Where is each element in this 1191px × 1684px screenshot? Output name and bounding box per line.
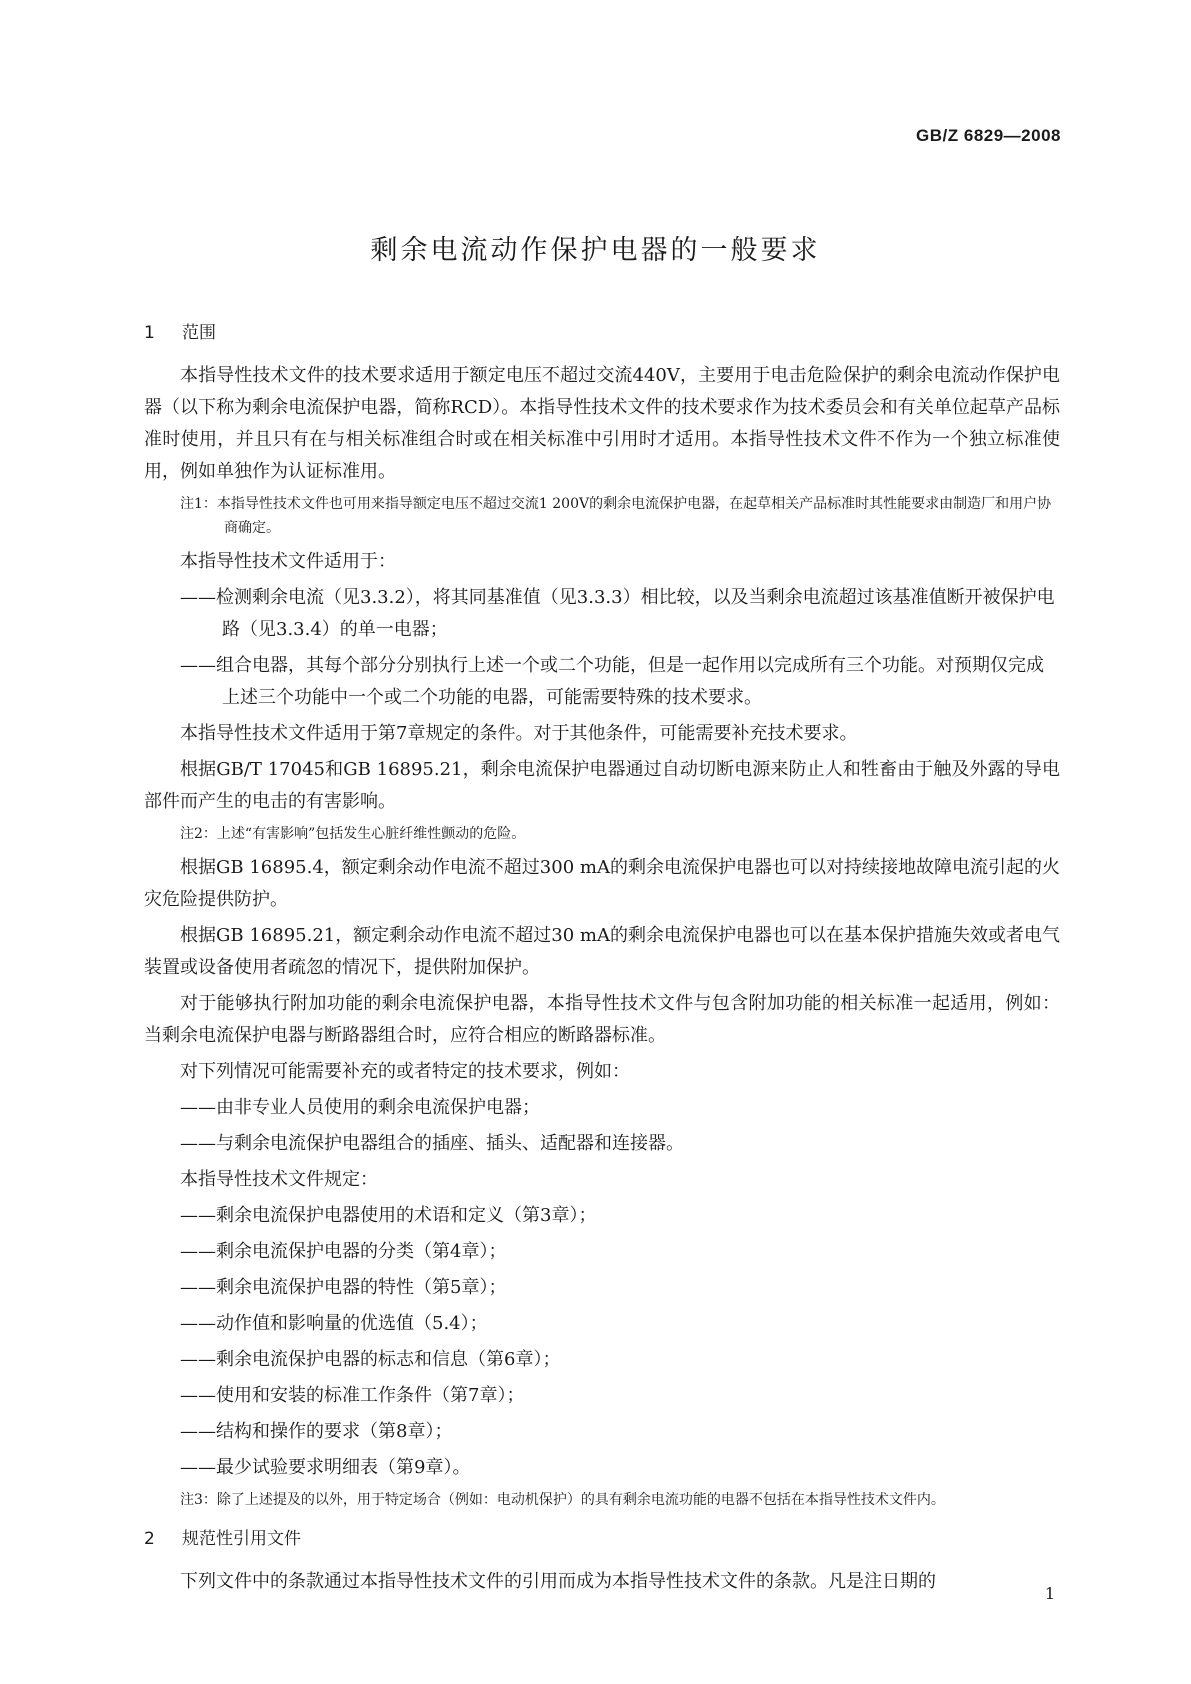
list-item: ——与剩余电流保护电器组合的插座、插头、适配器和连接器。 — [180, 1133, 684, 1154]
standard-code: GB/Z 6829—2008 — [916, 126, 1061, 145]
section-number: 1 — [144, 323, 155, 343]
dash-list — [144, 1200, 1060, 1484]
list-item: ——使用和安装的标准工作条件（第7章）； — [180, 1385, 525, 1406]
list-item: ——动作值和影响量的优选值（5.4）； — [180, 1313, 488, 1334]
note: 注1：本指导性技术文件也可用来指导额定电压不超过交流1 200V的剩余电流保护电器，在起草相关产品标准时其性能要求由制造厂和用户协商确定。 — [180, 496, 1052, 536]
list-item: ——由非专业人员使用的剩余电流保护电器； — [180, 1097, 540, 1118]
paragraph: 对下列情况可能需要补充的或者特定的技术要求，例如： — [180, 1061, 630, 1082]
list-item: ——最少试验要求明细表（第9章）。 — [180, 1457, 471, 1478]
dash-list — [144, 582, 1060, 714]
section-1-heading — [144, 318, 1060, 343]
document-title: 剩余电流动作保护电器的一般要求 — [370, 235, 821, 266]
dash-list — [144, 1092, 1060, 1160]
paragraph: 本指导性技术文件适用于第7章规定的条件。对于其他条件，可能需要补充技术要求。 — [180, 723, 858, 744]
paragraph: 根据GB 16895.4，额定剩余动作电流不超过300 mA的剩余电流保护电器也可以对持续接地故障电流引起的火灾危险提供防护。 — [144, 857, 1060, 910]
list-item: ——剩余电流保护电器使用的术语和定义（第3章）； — [180, 1205, 597, 1226]
section-number: 2 — [144, 1529, 155, 1549]
section-title: 规范性引用文件 — [182, 1529, 301, 1549]
list-item: ——剩余电流保护电器的分类（第4章）； — [180, 1241, 507, 1262]
document-body — [144, 318, 1060, 1602]
list-item: ——剩余电流保护电器的标志和信息（第6章）； — [180, 1349, 561, 1370]
paragraph: 本指导性技术文件适用于： — [180, 551, 396, 572]
paragraph: 根据GB/T 17045和GB 16895.21，剩余电流保护电器通过自动切断电源来防止人和牲畜由于触及外露的导电部件而产生的电击的有害影响。 — [144, 759, 1060, 812]
paragraph: 下列文件中的条款通过本指导性技术文件的引用而成为本指导性技术文件的条款。凡是注日期的 — [180, 1571, 936, 1592]
note: 注2：上述“有害影响”包括发生心脏纤维性颤动的危险。 — [180, 826, 526, 842]
note: 注3：除了上述提及的以外，用于特定场合（例如：电动机保护）的具有剩余电流功能的电器不包括在本指导性技术文件内。 — [180, 1492, 945, 1508]
list-item: ——检测剩余电流（见3.3.2），将其同基准值（见3.3.3）相比较，以及当剩余电流超过该基准值断开被保护电路（见3.3.4）的单一电器； — [180, 587, 1055, 640]
section-2-heading — [144, 1524, 1060, 1549]
list-item: ——结构和操作的要求（第8章）； — [180, 1421, 453, 1442]
paragraph: 本指导性技术文件规定： — [180, 1169, 378, 1190]
page-number: 1 — [1044, 1584, 1055, 1603]
list-item: ——剩余电流保护电器的特性（第5章）； — [180, 1277, 507, 1298]
list-item: ——组合电器，其每个部分分别执行上述一个或二个功能，但是一起作用以完成所有三个功能。对预期仅完成上述三个功能中一个或二个功能的电器，可能需要特殊的技术要求。 — [180, 655, 1044, 708]
paragraph: 根据GB 16895.21，额定剩余动作电流不超过30 mA的剩余电流保护电器也可以在基本保护措施失效或者电气装置或设备使用者疏忽的情况下，提供附加保护。 — [144, 925, 1060, 978]
paragraph: 本指导性技术文件的技术要求适用于额定电压不超过交流440V，主要用于电击危险保护的剩余电流动作保护电器（以下称为剩余电流保护电器，简称RCD）。本指导性技术文件的技术要求作为技术委员会和有关单位起草产品标准时使用，并且只有在与相关标准组合时或在相关标准中引用时才适用。本指导性技术文件不作为一个独立标准使用，例如单独作为认证标准用。 — [144, 365, 1060, 482]
section-title: 范围 — [182, 323, 216, 343]
paragraph: 对于能够执行附加功能的剩余电流保护电器，本指导性技术文件与包含附加功能的相关标准一起适用，例如：当剩余电流保护电器与断路器组合时，应符合相应的断路器标准。 — [144, 993, 1060, 1046]
